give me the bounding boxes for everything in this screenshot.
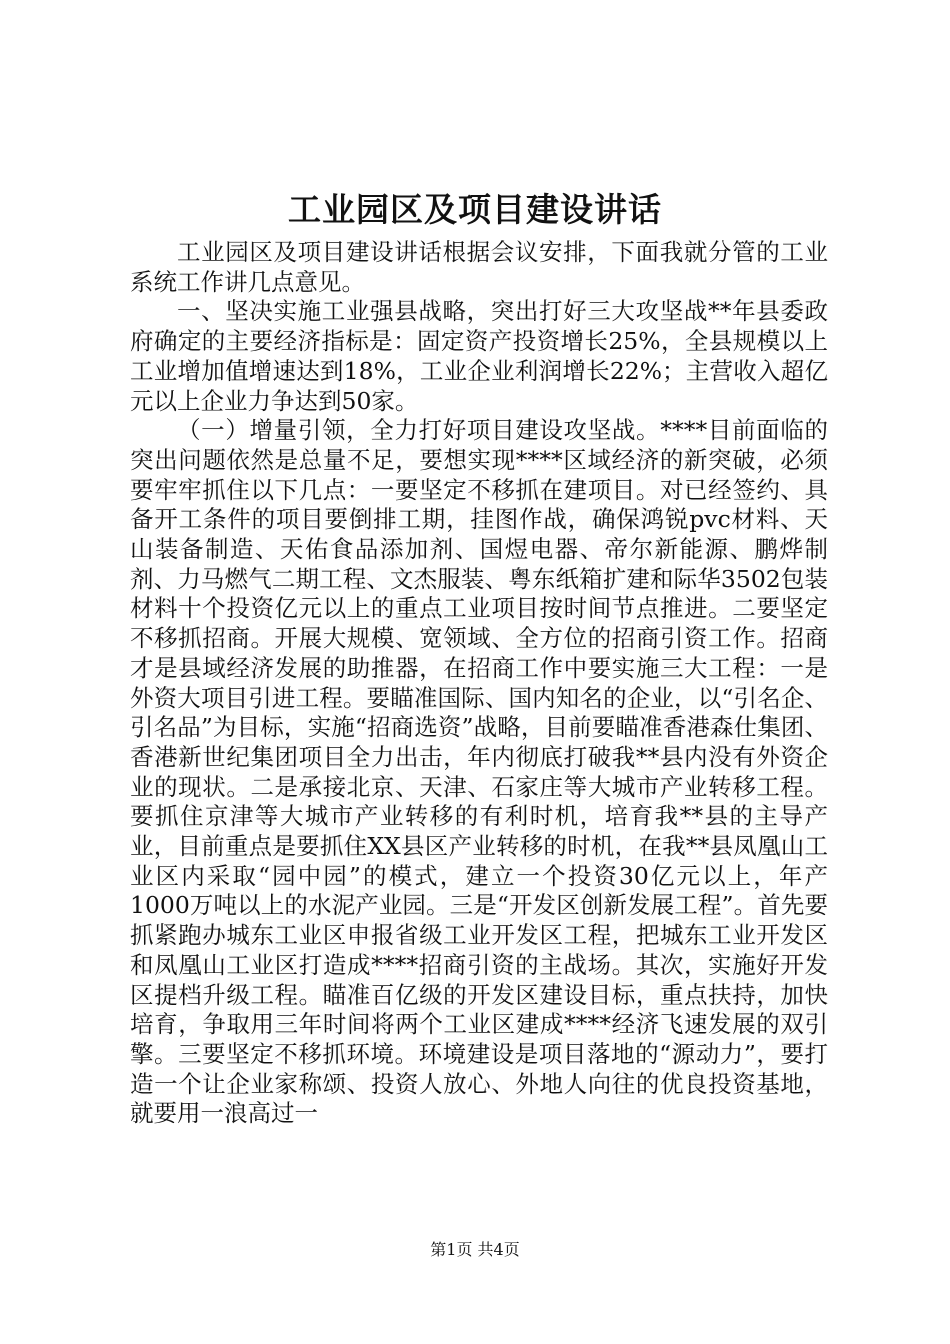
paragraph-section-one: 一、坚决实施工业强县战略，突出打好三大攻坚战**年县委政府确定的主要经济指标是：固定资产投资增长25%，全县规模以上工业增加值增速达到18%，工业企业利润增长22%；主营收入超亿元以上企业力争达到50家。 <box>130 297 828 415</box>
document-title: 工业园区及项目建设讲话 <box>288 190 662 229</box>
page-number: 第1页 共4页 <box>430 1240 520 1259</box>
document-body <box>130 238 828 1129</box>
paragraph-intro: 工业园区及项目建设讲话根据会议安排，下面我就分管的工业系统工作讲几点意见。 <box>130 238 828 296</box>
paragraph-subsection-one: （一）增量引领，全力打好项目建设攻坚战。****目前面临的突出问题依然是总量不足，要想实现****区域经济的新突破，必须要牢牢抓住以下几点：一要坚定不移抓在建项目。对已经签约、具备开工条件的项目要倒排工期，挂图作战，确保鸿锐pvc材料、天山装备制造、天佑食品添加剂、国煜电器、帝尔新能源、鹏烨制剂、力马燃气二期工程、文杰服装、粤东纸箱扩建和际华3502包装材料十个投资亿元以上的重点工业项目按时间节点推进。二要坚定不移抓招商。开展大规模、宽领域、全方位的招商引资工作。招商才是县域经济发展的助推器，在招商工作中要实施三大工程：一是外资大项目引进工程。要瞄准国际、国内知名的企业，以“引名企、引名品”为目标，实施“招商选资”战略，目前要瞄准香港森仕集团、香港新世纪集团项目全力出击，年内彻底打破我**县内没有外资企业的现状。二是承接北京、天津、石家庄等大城市产业转移工程。要抓住京津等大城市产业转移的有利时机，培育我**县的主导产业，目前重点是要抓住XX县区产业转移的时机，在我**县凤凰山工业区内采取“园中园”的模式，建立一个投资30亿元以上，年产1000万吨以上的水泥产业园。三是“开发区创新发展工程”。首先要抓紧跑办城东工业区申报省级工业开发区工程，把城东工业开发区和凤凰山工业区打造成****招商引资的主战场。其次，实施好开发区提档升级工程。瞄准百亿级的开发区建设目标，重点扶持，加快培育，争取用三年时间将两个工业区建成****经济飞速发展的双引擎。三要坚定不移抓环境。环境建设是项目落地的“源动力”，要打造一个让企业家称颂、投资人放心、外地人向往的优良投资基地，就要用一浪高过一 <box>130 416 828 1128</box>
